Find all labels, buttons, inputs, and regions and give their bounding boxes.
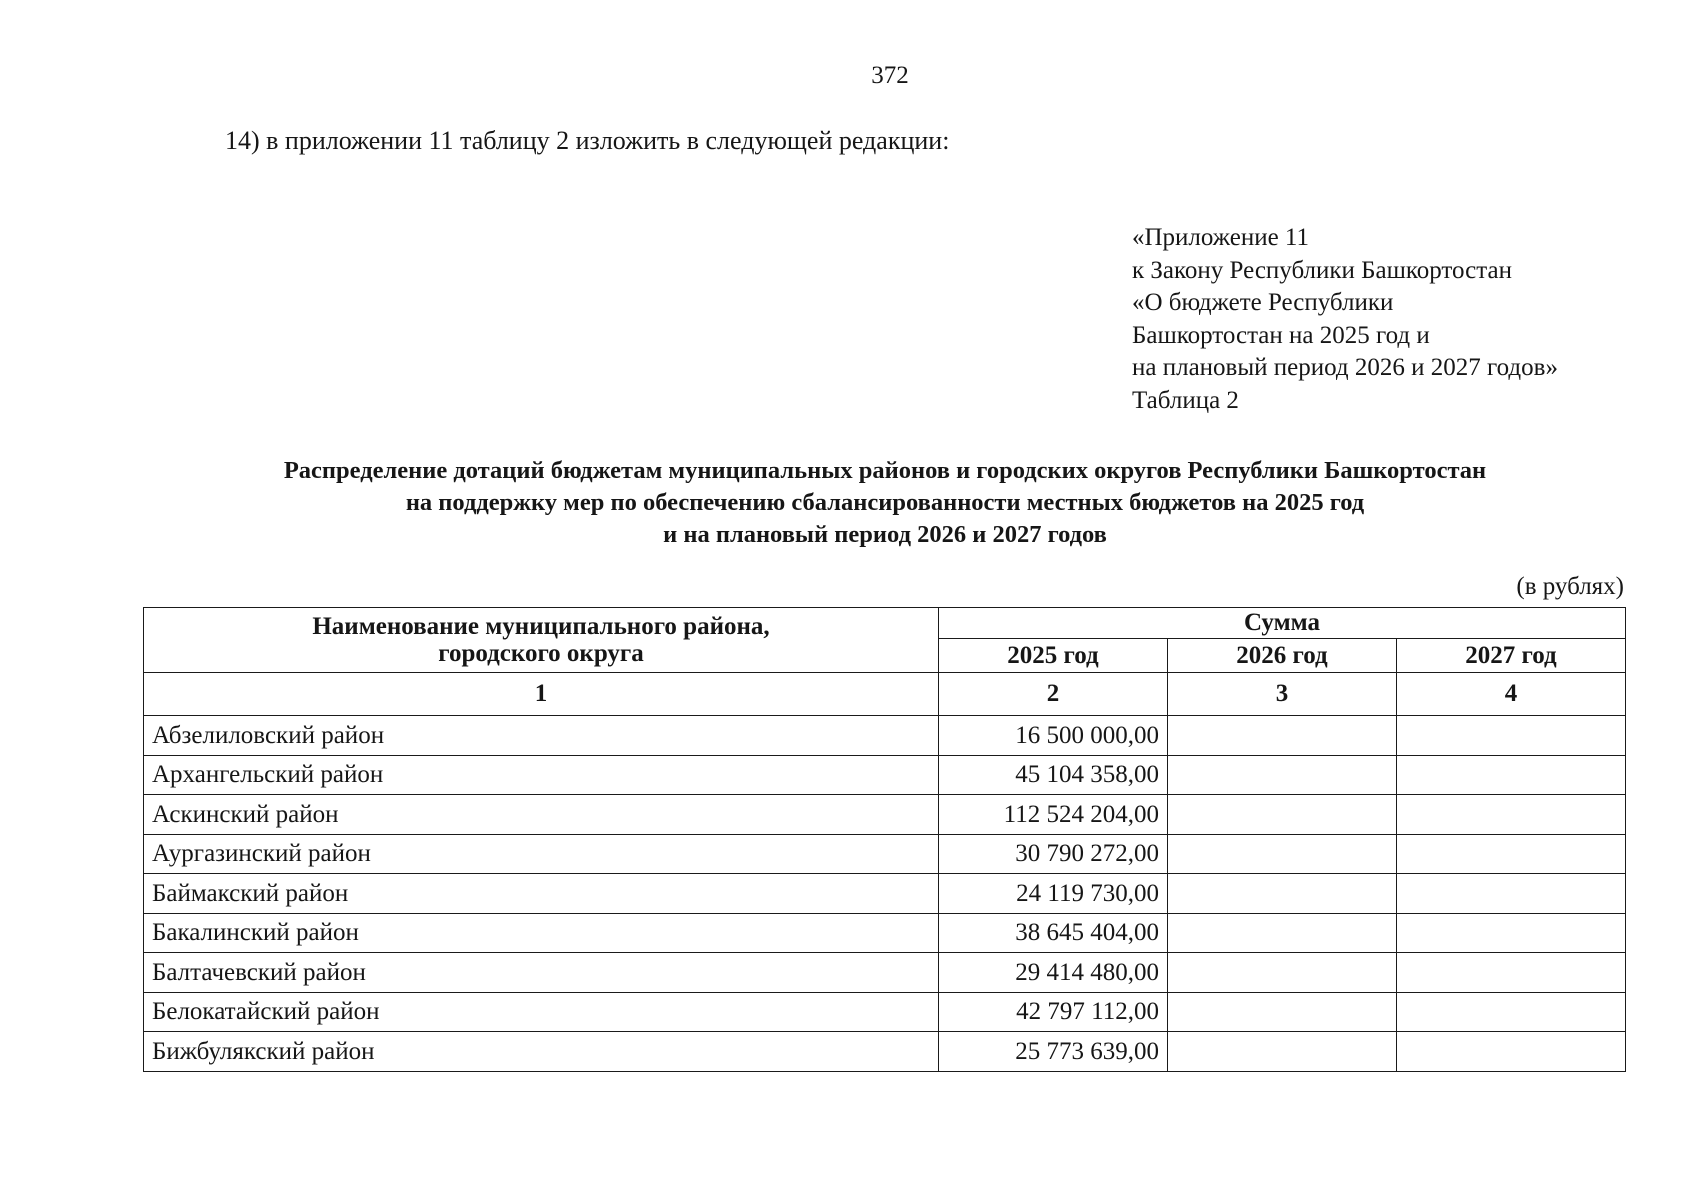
municipality-name: Бижбулякский район bbox=[144, 1032, 939, 1072]
table-row bbox=[144, 874, 1626, 914]
column-number: 4 bbox=[1397, 673, 1626, 716]
budget-table bbox=[143, 607, 1626, 1072]
municipality-name: Балтачевский район bbox=[144, 953, 939, 993]
table-row bbox=[144, 716, 1626, 756]
table-row bbox=[144, 834, 1626, 874]
column-number: 2 bbox=[939, 673, 1168, 716]
appendix-line: «Приложение 11 bbox=[1132, 224, 1310, 251]
amount-2027 bbox=[1397, 716, 1626, 756]
document-title bbox=[150, 455, 1620, 551]
amount-2027 bbox=[1397, 755, 1626, 795]
amount-2025: 16 500 000,00 bbox=[939, 716, 1168, 756]
amount-2026 bbox=[1168, 755, 1397, 795]
municipality-name: Абзелиловский район bbox=[144, 716, 939, 756]
column-number-row bbox=[144, 673, 1626, 716]
amount-2025: 112 524 204,00 bbox=[939, 795, 1168, 835]
amendment-instruction: 14) в приложении 11 таблицу 2 изложить в следующей редакции: bbox=[225, 126, 950, 155]
amount-2026 bbox=[1168, 795, 1397, 835]
municipality-name: Аскинский район bbox=[144, 795, 939, 835]
header-year-2027: 2027 год bbox=[1397, 639, 1626, 673]
table-row bbox=[144, 755, 1626, 795]
title-line: и на плановый период 2026 и 2027 годов bbox=[663, 521, 1107, 548]
title-line: на поддержку мер по обеспечению сбалансированности местных бюджетов на 2025 год bbox=[405, 489, 1365, 516]
table-row bbox=[144, 1032, 1626, 1072]
header-year-2026: 2026 год bbox=[1168, 639, 1397, 673]
municipality-name: Архангельский район bbox=[144, 755, 939, 795]
units-note: (в рублях) bbox=[1516, 573, 1624, 600]
amount-2027 bbox=[1397, 874, 1626, 914]
amount-2026 bbox=[1168, 874, 1397, 914]
amount-2025: 38 645 404,00 bbox=[939, 913, 1168, 953]
appendix-line: Башкортостан на 2025 год и bbox=[1132, 321, 1430, 349]
amount-2027 bbox=[1397, 795, 1626, 835]
appendix-line: «О бюджете Республики bbox=[1132, 289, 1394, 316]
table-row bbox=[144, 953, 1626, 993]
column-number: 1 bbox=[144, 673, 939, 716]
header-year-2025: 2025 год bbox=[939, 639, 1168, 673]
amount-2027 bbox=[1397, 992, 1626, 1032]
amount-2026 bbox=[1168, 834, 1397, 874]
amount-2026 bbox=[1168, 1032, 1397, 1072]
amount-2025: 29 414 480,00 bbox=[939, 953, 1168, 993]
table-row bbox=[144, 913, 1626, 953]
municipality-name: Баймакский район bbox=[144, 874, 939, 914]
appendix-line: на плановый период 2026 и 2027 годов» bbox=[1132, 354, 1558, 381]
amount-2027 bbox=[1397, 834, 1626, 874]
header-name-line: Наименование муниципального района, bbox=[312, 612, 770, 640]
amount-2027 bbox=[1397, 1032, 1626, 1072]
amount-2026 bbox=[1168, 913, 1397, 953]
appendix-table-label: Таблица 2 bbox=[1132, 386, 1239, 414]
table-row bbox=[144, 992, 1626, 1032]
amount-2026 bbox=[1168, 716, 1397, 756]
table-row bbox=[144, 795, 1626, 835]
amount-2027 bbox=[1397, 953, 1626, 993]
header-name-line: городского округа bbox=[438, 640, 644, 667]
amount-2025: 24 119 730,00 bbox=[939, 874, 1168, 914]
header-sum: Сумма bbox=[939, 608, 1626, 639]
amount-2026 bbox=[1168, 953, 1397, 993]
header-municipality-name bbox=[144, 608, 939, 673]
amount-2025: 45 104 358,00 bbox=[939, 755, 1168, 795]
amount-2025: 30 790 272,00 bbox=[939, 834, 1168, 874]
amount-2025: 25 773 639,00 bbox=[939, 1032, 1168, 1072]
column-number: 3 bbox=[1168, 673, 1397, 716]
amount-2025: 42 797 112,00 bbox=[939, 992, 1168, 1032]
title-line: Распределение дотаций бюджетам муниципальных районов и городских округов Республики Башкортостан bbox=[283, 457, 1487, 484]
municipality-name: Аургазинский район bbox=[144, 834, 939, 874]
amount-2027 bbox=[1397, 913, 1626, 953]
amount-2026 bbox=[1168, 992, 1397, 1032]
appendix-reference bbox=[1132, 222, 1558, 417]
page-number: 372 bbox=[871, 62, 909, 89]
municipality-name: Бакалинский район bbox=[144, 913, 939, 953]
municipality-name: Белокатайский район bbox=[144, 992, 939, 1032]
appendix-line: к Закону Республики Башкортостан bbox=[1132, 256, 1512, 284]
